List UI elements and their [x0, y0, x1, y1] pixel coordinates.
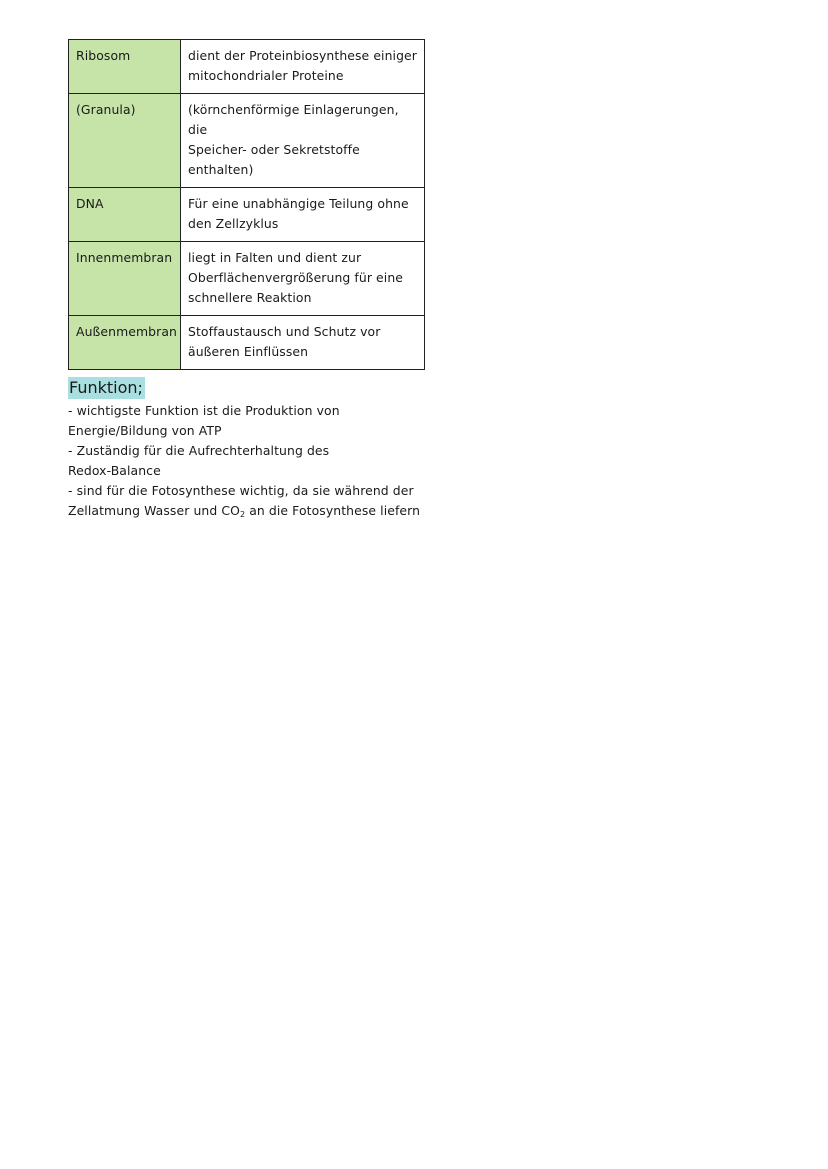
subscript: 2: [239, 510, 246, 519]
term-cell: (Granula): [69, 94, 181, 188]
description-line: liegt in Falten und dient zur: [188, 250, 362, 265]
function-section: [68, 377, 488, 521]
description-line: Stoffaustausch und Schutz vor: [188, 324, 381, 339]
list-item-line: - Zuständig für die Aufrechterhaltung des: [68, 443, 330, 458]
description-line: dient der Proteinbiosynthese einiger: [188, 48, 417, 63]
list-item-line: - wichtigste Funktion ist die Produktion von: [68, 403, 340, 418]
text-fragment: Zellatmung Wasser und CO: [68, 503, 240, 518]
list-item-line: Redox-Balance: [68, 463, 161, 478]
description-cell: [181, 94, 425, 188]
description-line: (körnchenförmige Einlagerungen, die: [188, 102, 399, 137]
term-cell: Innenmembran: [69, 242, 181, 316]
table-row: [69, 94, 425, 188]
section-heading: Funktion;: [69, 378, 143, 397]
function-list: [68, 401, 488, 521]
term-cell: Ribosom: [69, 40, 181, 94]
term-cell: DNA: [69, 188, 181, 242]
list-item: [68, 481, 488, 521]
description-line: den Zellzyklus: [188, 216, 279, 231]
list-item-line: [68, 501, 488, 521]
table-row: [69, 188, 425, 242]
description-cell: [181, 242, 425, 316]
description-cell: [181, 40, 425, 94]
description-line: Speicher- oder Sekretstoffe: [188, 142, 360, 157]
description-line: schnellere Reaktion: [188, 290, 312, 305]
list-item: [68, 441, 488, 481]
description-line: äußeren Einflüssen: [188, 344, 309, 359]
description-line: Oberflächenvergrößerung für eine: [188, 270, 403, 285]
list-item-line: Energie/Bildung von ATP: [68, 423, 222, 438]
table-row: [69, 242, 425, 316]
description-cell: [181, 188, 425, 242]
table-row: [69, 316, 425, 370]
description-line: Für eine unabhängige Teilung ohne: [188, 196, 409, 211]
description-cell: [181, 316, 425, 370]
term-cell: Außenmembran: [69, 316, 181, 370]
list-item-line: - sind für die Fotosynthese wichtig, da sie während der: [68, 483, 414, 498]
table-row: [69, 40, 425, 94]
text-fragment: an die Fotosynthese liefern: [245, 503, 421, 518]
list-item: [68, 401, 488, 441]
organelle-table: [68, 39, 425, 370]
description-line: mitochondrialer Proteine: [188, 68, 344, 83]
description-line: enthalten): [188, 162, 254, 177]
